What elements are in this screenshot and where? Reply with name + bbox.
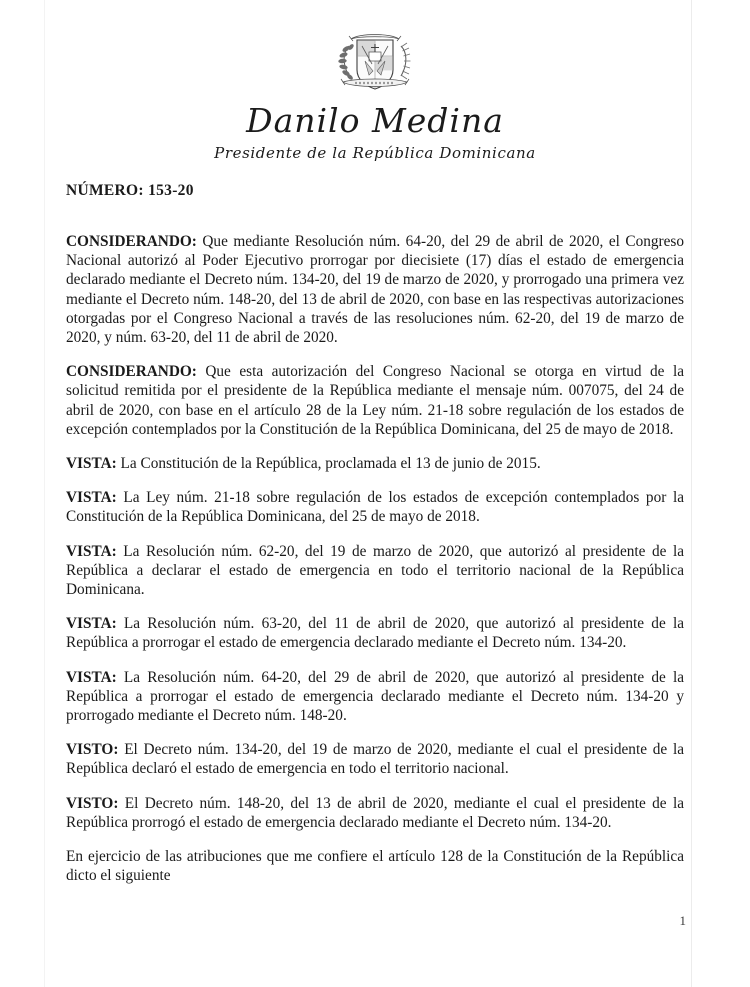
document-paragraph <box>66 232 684 347</box>
document-body <box>66 232 684 885</box>
document-paragraph <box>66 614 684 652</box>
paragraph-text: El Decreto núm. 134-20, del 19 de marzo de 2020, mediante el cual el presidente de la República declaró el estado de emergencia en todo el territorio nacional. <box>66 741 684 778</box>
paragraph-lead: VISTA: <box>66 455 117 473</box>
paragraph-lead: CONSIDERANDO: <box>66 233 197 250</box>
paragraph-lead: CONSIDERANDO: <box>66 363 197 381</box>
scan-artifact-left <box>44 0 45 987</box>
paragraph-text: La Constitución de la República, proclamada el 13 de junio de 2015. <box>116 455 541 473</box>
document-paragraph <box>66 488 684 526</box>
document-paragraph <box>66 668 684 726</box>
paragraph-text: La Ley núm. 21-18 sobre regulación de los estados de excepción contemplados por la Constitución de la República Dominicana, del 25 de mayo de 2018. <box>66 489 684 526</box>
dominican-republic-coat-of-arms-icon <box>329 30 421 96</box>
president-signature-title: Presidente de la República Dominicana <box>214 144 536 162</box>
paragraph-text: La Resolución núm. 64-20, del 29 de abril de 2020, que autorizó al presidente de la República a prorrogar el estado de emergencia declarado mediante el Decreto núm. 134-20 y prorrogado mediante el Decreto núm. 148-20. <box>66 668 684 725</box>
paragraph-lead: VISTA: <box>66 542 117 560</box>
paragraph-text: El Decreto núm. 148-20, del 13 de abril de 2020, mediante el cual el presidente de la República prorrogó el estado de emergencia declarado mediante el Decreto núm. 134-20. <box>66 794 684 831</box>
document-paragraph <box>66 362 684 439</box>
paragraph-lead: VISTA: <box>66 615 117 633</box>
paragraph-text: La Resolución núm. 63-20, del 11 de abril de 2020, que autorizó al presidente de la República a prorrogar el estado de emergencia declarado mediante el Decreto núm. 134-20. <box>66 615 684 652</box>
scan-artifact-right <box>691 0 692 987</box>
document-paragraph <box>66 740 684 778</box>
paragraph-lead: VISTA: <box>66 489 117 507</box>
paragraph-lead: VISTA: <box>66 668 117 686</box>
document-number-label: NÚMERO: <box>66 182 144 199</box>
paragraph-lead: VISTO: <box>66 794 119 812</box>
president-signature-name: Danilo Medina <box>246 101 504 140</box>
page-number: 1 <box>679 913 686 928</box>
document-header <box>0 0 750 161</box>
document-number-value: 153-20 <box>148 182 194 199</box>
document-paragraph <box>66 454 684 473</box>
document-paragraph <box>66 847 684 885</box>
paragraph-text: La Resolución núm. 62-20, del 19 de marzo de 2020, que autorizó al presidente de la República a declarar el estado de emergencia en todo el territorio nacional de la República Dominicana. <box>66 542 684 599</box>
document-paragraph <box>66 542 684 600</box>
paragraph-text: En ejercicio de las atribuciones que me confiere el artículo 128 de la Constitución de la República dicto el siguiente <box>66 848 684 885</box>
document-number <box>66 182 194 200</box>
paragraph-text: Que esta autorización del Congreso Nacional se otorga en virtud de la solicitud remitida por el presidente de la República mediante el mensaje núm. 007075, del 24 de abril de 2020, con base en el artículo 28 de la Ley núm. 21-18 sobre regulación de los estados de excepción contemplados por la Constitución de la República Dominicana, del 25 de mayo de 2018. <box>66 363 684 438</box>
document-paragraph <box>66 794 684 832</box>
paragraph-text: Que mediante Resolución núm. 64-20, del 29 de abril de 2020, el Congreso Nacional autorizó al Poder Ejecutivo prorrogar por diecisiete (17) días el estado de emergencia declarado mediante el Decreto núm. 134-20, del 19 de marzo de 2020, y prorrogado una primera vez mediante el Decreto núm. 148-20, del 13 de abril de 2020, con base en las respectivas autorizaciones otorgadas por el Congreso Nacional a través de las resoluciones núm. 62-20, del 19 de marzo de 2020, y núm. 63-20, del 11 de abril de 2020. <box>66 233 684 347</box>
paragraph-lead: VISTO: <box>66 741 119 759</box>
